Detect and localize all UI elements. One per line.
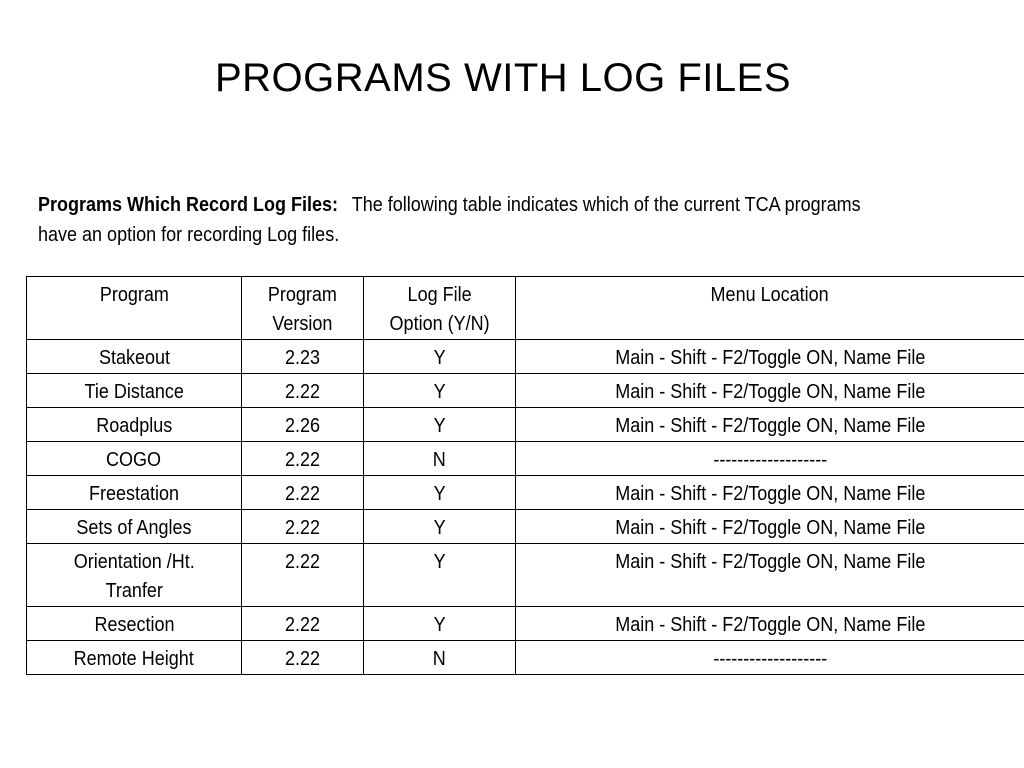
cell-version: 2.22 <box>242 641 364 675</box>
cell-log-option: N <box>364 442 516 476</box>
table-row <box>27 544 1024 607</box>
cell-menu-location: ------------------- <box>516 641 1024 675</box>
cell-log-option: Y <box>364 510 516 544</box>
table-row <box>27 374 1024 408</box>
cell-program: Tie Distance <box>27 374 242 408</box>
table-row <box>27 607 1024 641</box>
cell-program: Sets of Angles <box>27 510 242 544</box>
cell-version: 2.22 <box>242 510 364 544</box>
cell-menu-location: Main - Shift - F2/Toggle ON, Name File <box>516 374 1024 408</box>
cell-log-option: Y <box>364 408 516 442</box>
cell-log-option: Y <box>364 374 516 408</box>
cell-menu-location: Main - Shift - F2/Toggle ON, Name File <box>516 476 1024 510</box>
header-menu-location: Menu Location <box>516 277 1024 340</box>
intro-paragraph <box>38 190 884 250</box>
cell-version: 2.22 <box>242 374 364 408</box>
intro-lead: Programs Which Record Log Files: <box>38 194 339 216</box>
cell-program: Roadplus <box>27 408 242 442</box>
cell-version: 2.22 <box>242 476 364 510</box>
cell-program: COGO <box>27 442 242 476</box>
table-row <box>27 641 1024 675</box>
cell-version: 2.22 <box>242 544 364 607</box>
cell-log-option: Y <box>364 476 516 510</box>
page-title: PROGRAMS WITH LOG FILES <box>214 56 791 100</box>
cell-menu-location: Main - Shift - F2/Toggle ON, Name File <box>516 340 1024 374</box>
cell-program: Orientation /Ht. Tranfer <box>27 544 242 607</box>
cell-program: Freestation <box>27 476 242 510</box>
cell-log-option: Y <box>364 340 516 374</box>
cell-menu-location: Main - Shift - F2/Toggle ON, Name File <box>516 408 1024 442</box>
header-program-version: Program Version <box>242 277 364 340</box>
table-row <box>27 340 1024 374</box>
cell-version: 2.22 <box>242 442 364 476</box>
table-row <box>27 510 1024 544</box>
cell-menu-location: Main - Shift - F2/Toggle ON, Name File <box>516 607 1024 641</box>
table-row <box>27 408 1024 442</box>
cell-program: Remote Height <box>27 641 242 675</box>
cell-program: Stakeout <box>27 340 242 374</box>
cell-log-option: N <box>364 641 516 675</box>
cell-menu-location: ------------------- <box>516 442 1024 476</box>
cell-menu-location: Main - Shift - F2/Toggle ON, Name File <box>516 544 1024 607</box>
table-row <box>27 476 1024 510</box>
table-row <box>27 442 1024 476</box>
header-log-file-option: Log File Option (Y/N) <box>364 277 516 340</box>
table-header-row <box>27 277 1024 340</box>
cell-program: Resection <box>27 607 242 641</box>
cell-version: 2.22 <box>242 607 364 641</box>
cell-version: 2.26 <box>242 408 364 442</box>
intro-body: The following table indicates which of the current TCA programs have an option for recording Log files. <box>38 194 861 246</box>
cell-log-option: Y <box>364 607 516 641</box>
cell-version: 2.23 <box>242 340 364 374</box>
header-program: Program <box>27 277 242 340</box>
cell-log-option: Y <box>364 544 516 607</box>
cell-menu-location: Main - Shift - F2/Toggle ON, Name File <box>516 510 1024 544</box>
log-files-table <box>26 276 1024 675</box>
